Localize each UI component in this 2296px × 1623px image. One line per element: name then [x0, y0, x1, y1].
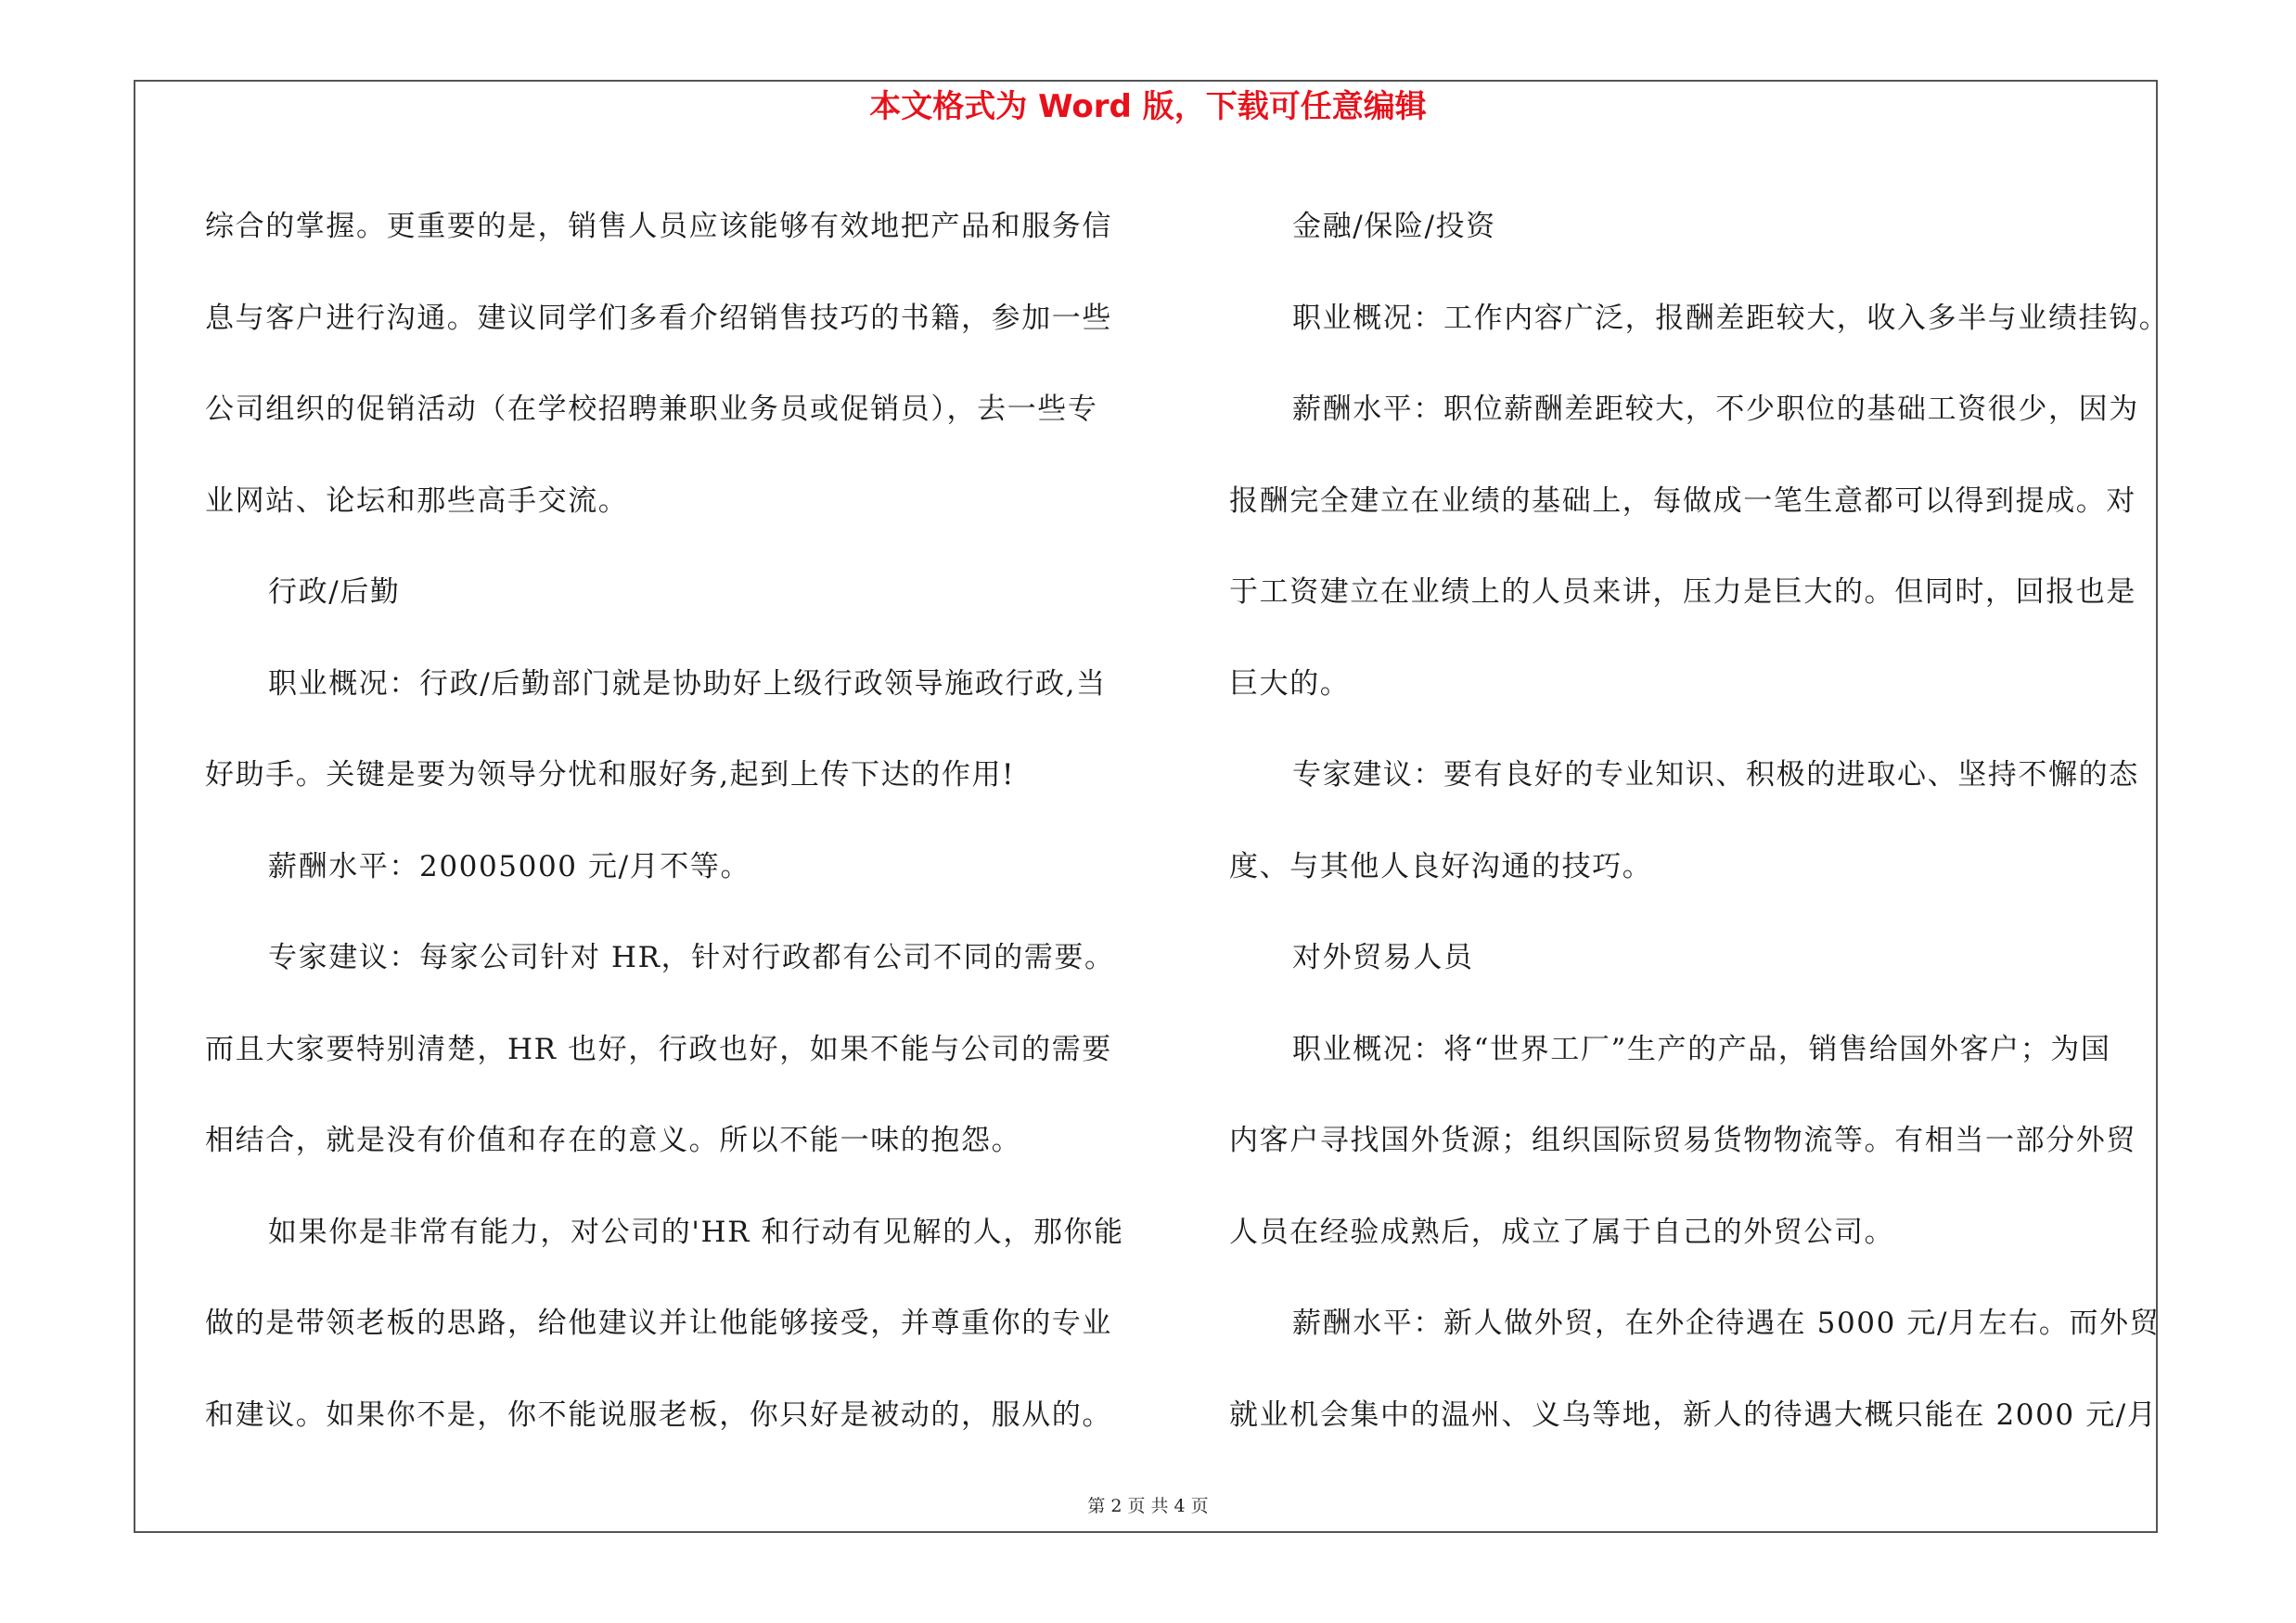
text-line: 职业概况：将“世界工厂”生产的产品，销售给国外客户；为国: [1292, 1032, 2111, 1066]
text-line: 相结合，就是没有价值和存在的意义。所以不能一味的抱怨。: [205, 1124, 1022, 1157]
text-line: 做的是带领老板的思路，给他建议并让他能够接受，并尊重你的专业: [205, 1307, 1112, 1340]
text-line: 巨大的。: [1229, 666, 1351, 701]
text-line: 薪酬水平：职位薪酬差距较大，不少职位的基础工资很少，因为: [1292, 393, 2139, 426]
section-heading-finance: 金融/保险/投资: [1292, 210, 1496, 243]
text-line: 薪酬水平：新人做外贸，在外企待遇在 5000 元/月左右。而外贸: [1292, 1307, 2161, 1340]
text-line: 专家建议：每家公司针对 HR，针对行政都有公司不同的需要。: [268, 941, 1115, 974]
text-line: 职业概况：行政/后勤部门就是协助好上级行政领导施政行政,当: [268, 666, 1107, 701]
text-line: 人员在经验成熟后，成立了属于自己的外贸公司。: [1229, 1215, 1895, 1249]
text-line: 专家建议：要有良好的专业知识、积极的进取心、坚持不懈的态: [1292, 758, 2139, 792]
text-line: 薪酬水平：20005000 元/月不等。: [268, 849, 751, 883]
page-number: 第 2 页 共 4 页: [1087, 1496, 1209, 1516]
text-line: 公司组织的促销活动（在学校招聘兼职业务员或促销员），去一些专: [205, 393, 1098, 426]
text-line: 和建议。如果你不是，你不能说服老板，你只好是被动的，服从的。: [205, 1398, 1112, 1432]
text-line: 报酬完全建立在业绩的基础上，每做成一笔生意都可以得到提成。对: [1229, 483, 2136, 518]
text-line: 息与客户进行沟通。建议同学们多看介绍销售技巧的书籍，参加一些: [205, 301, 1112, 335]
text-line: 度、与其他人良好沟通的技巧。: [1229, 849, 1653, 883]
text-line: 而且大家要特别清楚，HR 也好，行政也好，如果不能与公司的需要: [205, 1032, 1112, 1066]
left-text-column: [205, 181, 1123, 1461]
section-heading-admin: 行政/后勤: [268, 575, 401, 609]
text-line: 就业机会集中的温州、义乌等地，新人的待遇大概只能在 2000 元/月: [1229, 1398, 2158, 1432]
text-line: 职业概况：工作内容广泛，报酬差距较大，收入多半与业绩挂钩。: [1292, 301, 2170, 335]
text-line: 如果你是非常有能力，对公司的'HR 和行动有见解的人，那你能: [268, 1215, 1124, 1249]
text-line: 业网站、论坛和那些高手交流。: [205, 483, 629, 518]
word-format-notice: 本文格式为 Word 版，下载可任意编辑: [869, 88, 1427, 125]
right-text-column: [1229, 181, 2170, 1461]
section-heading-trade: 对外贸易人员: [1292, 941, 1474, 974]
text-line: 于工资建立在业绩上的人员来讲，压力是巨大的。但同时，回报也是: [1229, 575, 2136, 609]
text-line: 综合的掌握。更重要的是，销售人员应该能够有效地把产品和服务信: [205, 210, 1112, 243]
text-line: 内客户寻找国外货源；组织国际贸易货物物流等。有相当一部分外贸: [1229, 1124, 2136, 1157]
text-line: 好助手。关键是要为领导分忧和服好务,起到上传下达的作用!: [205, 758, 1016, 792]
